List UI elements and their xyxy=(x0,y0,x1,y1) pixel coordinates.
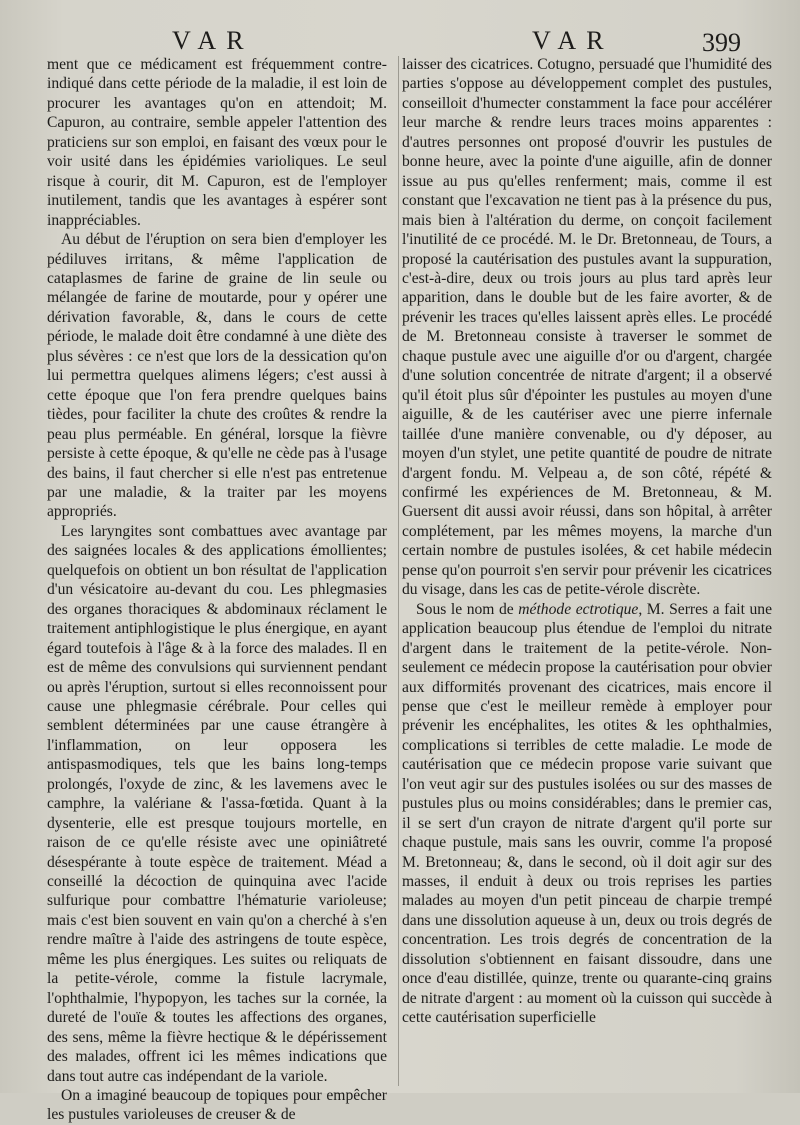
method-term: méthode ectrotique xyxy=(518,600,639,618)
paragraph: Les laryngites sont combattues avec avantage par des saignées locales & des applications émollientes; quelquefois on obtient un bon résultat de l'application d'un vésicatoire au-devant du cou. Les phlegmasies des organes thoraciques & abdominaux réclament le traitement antiphlogistique le plus énergique, en ayant égard toutefois à l'âge & à la force des malades. Il en est de même des convulsions qui surviennent pendant ou après l'éruption, surtout si elles reconnoissent pour cause une phlegmasie cérébrale. Pour celles qui semblent déterminées par une cause étrangère à l'inflammation, on leur opposera les antispasmodiques, tels que les bains long-temps prolongés, l'oxyde de zinc, & les lavemens avec le camphre, la valériane & l'assa-fœtida. Quant à la dysenterie, elle est presque toujours mortelle, en raison de ce qu'elle résiste avec une opiniâtreté désespérante à toute espèce de traitement. Méad a conseillé la décoction de quinquina avec l'acide sulfurique pour combattre l'hématurie varioleuse; mais c'est bien souvent en vain qu'on a cherché à s'en rendre maître à l'aide des astringens de toute espèce, même les plus énergiques. Les suites ou reliquats de la petite-vérole, comme la fistule lacrymale, l'ophthalmie, l'hypopyon, les taches sur la cornée, la dureté de l'ouïe & toutes les affections des organes, des sens, même la fièvre hectique & le dépérissement des malades, offrent ici les mêmes indications que dans tout autre cas indépendant de la variole. xyxy=(47,522,387,1085)
column-divider xyxy=(398,56,399,1086)
paragraph: Au début de l'éruption on sera bien d'employer les pédiluves irritans, & même l'application de cataplasmes de farine de graine de lin seule ou mélangée de farine de moutarde, pour y opérer une dérivation favorable, &, dans le cours de cette période, le malade doit être condamné à une diète des plus sévères : ce n'est que lors de la dessication qu'on lui permettra quelques alimens légers; c'est aussi à cette époque que l'on fera prendre quelques bains tièdes, pour faciliter la chute des croûtes & rendre la peau plus perméable. En général, lorsque la fièvre persiste à cette époque, & qu'elle ne cède pas à l'usage des bains, il faut chercher si elle n'est pas entretenue par une maladie, & la traiter par les moyens appropriés. xyxy=(47,231,387,521)
paragraph: ment que ce médicament est fréquemment contre-indiqué dans cette période de la maladie, il est loin de procurer les avantages qu'on en attendoit; M. Capuron, au contraire, semble appeler l'attention des praticiens sur son emploi, en faisant des vœux pour le voir usité dans les épidémies varioliques. Le seul risque à courir, dit M. Capuron, est de l'employer inutilement, tandis que les avantages à espérer sont inappréciables. xyxy=(47,56,387,229)
paragraph-body: , M. Serres a fait une application beaucoup plus étendue de l'emploi du nitrate d'argent dans le traitement de la petite-vérole. Non-seulement ce médecin propose la cautérisation pour obvier aux difformités provenant des cicatrices, mais encore il pense que c'est le meilleur remède à employer pour prévenir les encéphalites, les otites & les ophthalmies, complications si terribles de cette maladie. Le mode de cautérisation que ce médecin propose varie suivant que l'on veut agir sur des pustules isolées ou sur des masses de pustules plus ou moins considérables; dans le premier cas, il se sert d'un crayon de nitrate d'argent qu'il porte sur chaque pustule, mais sans les ouvrir, comme l'a proposé M. Bretonneau; &, dans le second, où il doit agir sur des masses, il enduit à deux ou trois reprises les parties malades au moyen d'un petit pinceau de charpie trempé dans une dissolution aqueuse à un, deux ou trois degrés de concentration. Les trois degrés de concentration de la dissolution s'obtiennent en faisant dissoudre, dans une once d'eau distillée, quinze, trente ou quarante-cinq grains de nitrate d'argent : au moment où la cuisson qui succède à cette cautérisation superficielle xyxy=(402,600,773,1027)
paragraph xyxy=(402,600,772,1028)
paragraph: laisser des cicatrices. Cotugno, persuadé que l'humidité des parties s'oppose au développement complet des pustules, conseilloit d'humecter constamment la face pour accélérer leur marche & rendre leurs traces moins apparentes : d'autres personnes ont proposé d'ouvrir les pustules de bonne heure, avec la pointe d'une aiguille, afin de donner issue au pus qu'elles renferment; mais, comme il est constant que l'excavation ne tient pas à la présence du pus, mais bien à l'altération du derme, on conçoit facilement l'inutilité de ce procédé. M. le Dr. Bretonneau, de Tours, a proposé la cautérisation des pustules avant la suppuration, c'est-à-dire, deux ou trois jours au plus tard après leur apparition, dans le double but de les faire avorter, & de prévenir les traces qu'elles laissent après elles. Le procédé de M. Bretonneau consiste à traverser le sommet de chaque pustule avec une aiguille d'or ou d'argent, chargée d'une solution concentrée de nitrate d'argent; il a observé qu'il étoit plus sûr d'épointer les pustules au moyen d'une aiguille, & de les cautériser avec une pierre infernale taillée d'une manière convenable, ou d'y déposer, au moyen d'un stylet, une petite quantité de poudre de nitrate d'argent fondu. M. Velpeau a, de son côté, répété & confirmé les expériences de M. Bretonneau, & M. Guersent dit aussi avoir réussi, dans son hôpital, à arrêter complétement, par les mêmes moyens, la marche d'un certain nombre de pustules isolées, & cet habile médecin pense qu'on pourroit s'en servir pour prévenir les cicatrices du visage, dans les cas de petite-vérole discrète. xyxy=(402,56,772,599)
running-header xyxy=(0,26,800,56)
paragraph-lead: Sous le nom de xyxy=(416,600,519,618)
running-title-left: VAR xyxy=(172,26,254,55)
paragraph: On a imaginé beaucoup de topiques pour empêcher les pustules varioleuses de creuser & de xyxy=(47,1087,387,1124)
running-title-right: VAR xyxy=(532,26,614,55)
right-column xyxy=(402,55,772,1028)
page-number: 399 xyxy=(702,28,741,57)
left-column xyxy=(47,55,387,1125)
